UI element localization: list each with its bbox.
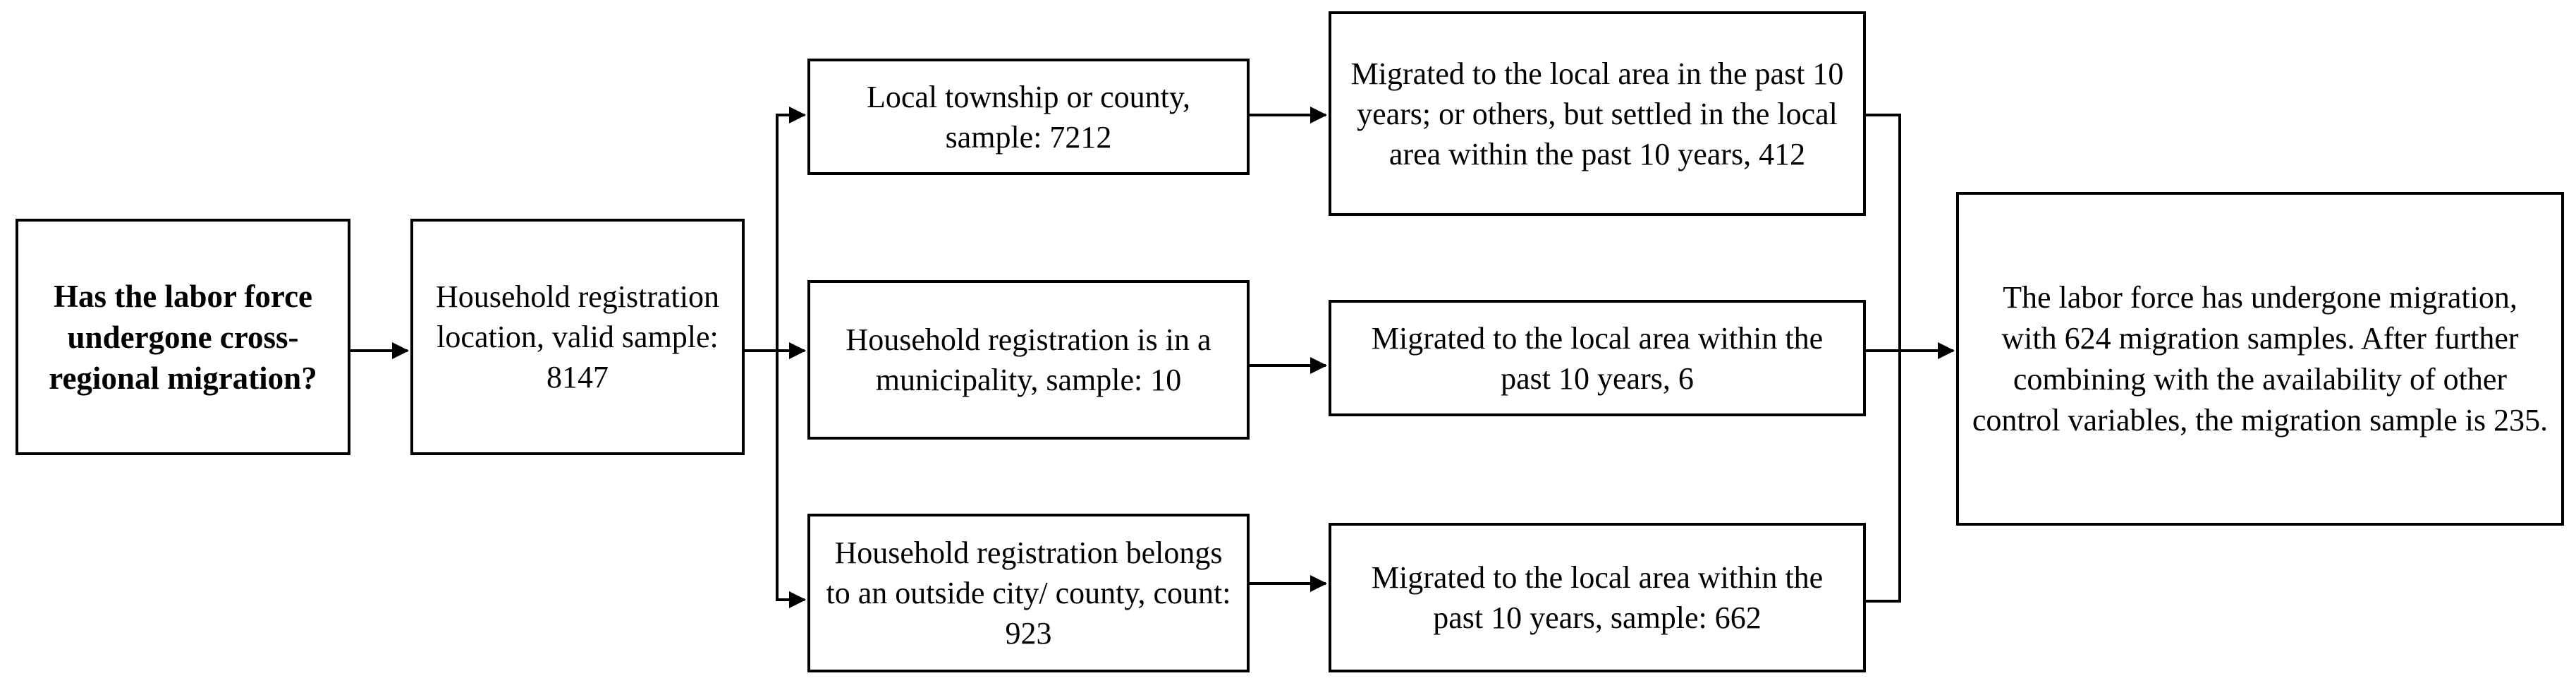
result-box [1956,192,2564,526]
household-registration-label: Household registration location, valid sample: 8147 [435,279,720,394]
outside-city-label: Household registration belongs to an outside city/ county, count: 923 [826,536,1231,651]
outside-city-box [807,514,1250,672]
question-label: Has the labor force undergone cross-regional migration? [49,278,317,396]
municipality-box [807,280,1250,440]
household-registration-box [410,219,745,455]
question-box [16,219,350,455]
local-township-label: Local township or county, sample: 7212 [866,79,1191,155]
migrated-outside-box [1329,523,1866,672]
migrated-local-box [1329,11,1866,216]
municipality-label: Household registration is in a municipality, sample: 10 [846,322,1211,397]
migrated-municipality-box [1329,300,1866,416]
migrated-local-label: Migrated to the local area in the past 10 years; or others, but settled in the local area within the past 10 years, 412 [1350,56,1844,171]
result-label: The labor force has undergone migration, with 624 migration samples. After further combining with the availability of other control variables, the migration sample is 235. [1972,279,2548,437]
local-township-box [807,59,1250,175]
migrated-outside-label: Migrated to the local area within the past 10 years, sample: 662 [1371,560,1824,635]
migrated-municipality-label: Migrated to the local area within the past 10 years, 6 [1371,320,1824,396]
